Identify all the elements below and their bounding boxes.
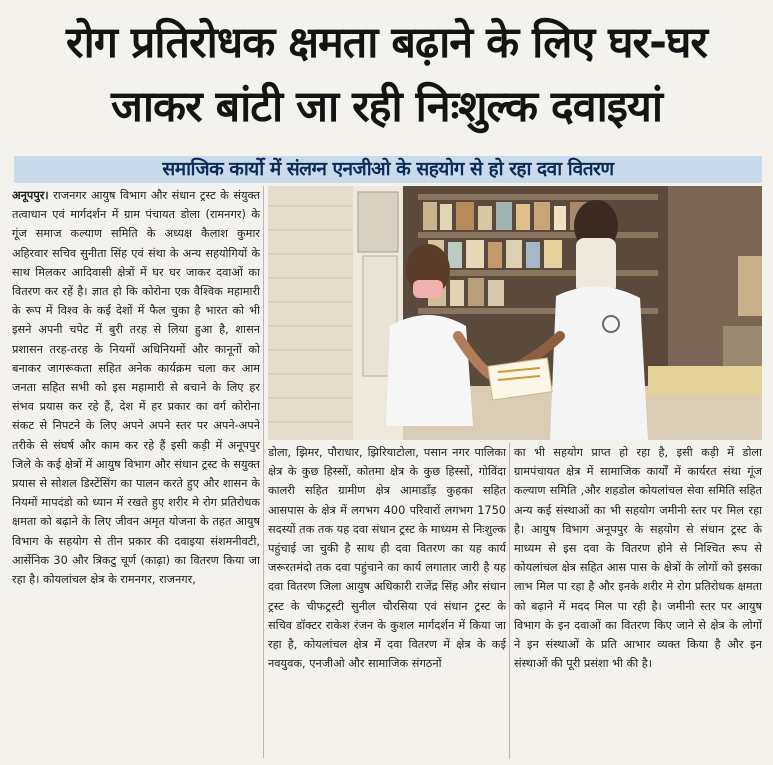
article-column-1-text: राजनगर आयुष विभाग और संधान ट्रस्ट के संयुक्त तत्वाधान एवं मार्गदर्शन में ग्राम पंचायत डोला (रामनगर) के गूंज समाज कल्याण समिति के अध्यक्ष कैलाश कुमार अहिरवार सचिव सुनीता सिंह एवं संथा के अन्य सहयोगियों के साथ मिलकर आदिवासी क्षेत्रों में घर घर जाकर दवाओं का वितरण कर रहें है। ज्ञात हो कि कोरोना एक वैश्विक महामारी के रूप में विश्व के कई देशों में फैल चुका है भारत को भी इसने अपनी चपेट में बुरी तरह से लिया हुआ है, शासन प्रशासन तरह-तरह के नियमों अधिनियमों और कानूनों को बनाकर जागरूकता सहित अनेक कार्यक्रम चला कर आम जनता सहित सभी को इस महामारी से बचाने के लिए हर संभव प्रयास कर रहे हैं, देश में हर प्रकार का वर्ग कोरोना संकट से निपटने के लिए अपने अपने स्तर पर अपने-अपने तरीके से संघर्ष और काम कर रहे हैं इसी कड़ी में अनूपपुर जिले के कई क्षेत्रों में आयुष विभाग और संधान ट्रस्ट के सयुक्त प्रयास से सोशल डिस्टेंसिंग का पालन करते हुए और शासन के नियमों मापदंडो को ध्यान में रखते हुए शरीर मे रोग प्रतिरोधक क्षमता को बढ़ाने के लिए जीवन अमृत योजना के तहत आयुष विभाग के सहयोग से तीन प्रकार की दवाइया संशमनीवटी, आर्सेनिक 30 और त्रिकटु चूर्ण (काढ़ा) का वितरण किया जा रहा है। कोयलांचल क्षेत्र के रामनगर, राजनगर, (12, 189, 260, 587)
article-column-3: का भी सहयोग प्राप्त हो रहा है, इसी कड़ी में डोला ग्रामपंचायत क्षेत्र में सामाजिक कार्यों में कार्यरत संथा गूंज कल्याण समिति ,और शहडोल कोयलांचल सेवा समिति सहित अन्य कई संस्थाओं का भी सहयोग जमीनी स्तर पर मिल रहा है। आयुष विभाग अनूपपुर के सहयोग से संधान ट्रस्ट के माध्यम से इस दवा के वितरण होने से निश्चित रूप से कोयलांचल क्षेत्र सहित आस पास के क्षेत्रों के लोगों को इसका लाभ मिल पा रहा है और इनके शरीर मे रोग प्रतिरोधक क्षमता को बढ़ाने में मदद मिल पा रही है। जमीनी स्तर पर आयुष विभाग के इन दवाओं का वितरण किए जाने से क्षेत्र के लोगों ने इन संस्थाओं के प्रति आभार व्यक्त किया है और इन संस्थाओं की पूरी प्रसंशा भी की है। (514, 446, 762, 671)
news-photo-medicine-distribution (268, 186, 762, 440)
dateline: अनूपपुर। (12, 189, 49, 202)
headline-line-1: रोग प्रतिरोधक क्षमता बढ़ाने के लिए घर-घर (66, 18, 707, 68)
column-divider (263, 186, 264, 758)
headline-line-2: जाकर बांटी जा रही निःशुल्क दवाइयां (110, 82, 663, 132)
column-divider (509, 443, 510, 759)
article-column-1 (12, 186, 260, 758)
article-column-2: डोला, झिमर, पौराधार, झिरियाटोला, पसान नगर पालिका क्षेत्र के कुछ हिस्सों, कोतमा क्षेत्र के कुछ हिस्सों, गोविंदा कालरी सहित ग्रामीण क्षेत्र आमाडाँड़ कुहका सहित आसपास के क्षेत्र में लगभग 400 परिवारों लगभग 1750 सदस्यों तक तक यह दवा संधान ट्रस्ट के माध्यम से निःशुल्क पहुंचाई जा चुकी है साथ ही दवा वितरण का यह कार्य जरूरतमंदो तक दवा पहुंचाने का कार्य लगातार जारी है यह दवा वितरण जिला आयुष अधिकारी राजेंद्र सिंह और संधान ट्रस्ट के चीफट्रस्टी सुनील चौरसिया एवं संधान ट्रस्ट के सचिव डॉक्टर राकेश रंजन के कुशल मार्गदर्शन में किया जा रहा है, कोयलांचल क्षेत्र में दवा वितरण में क्षेत्र के कई नवयुवक, एनजीओ और सामाजिक संगठनों (268, 446, 506, 671)
subheadline-banner: समाजिक कार्यो में संलग्न एनजीओ के सहयोग से हो रहा दवा वितरण (14, 156, 762, 183)
photo-illustration (268, 186, 762, 440)
